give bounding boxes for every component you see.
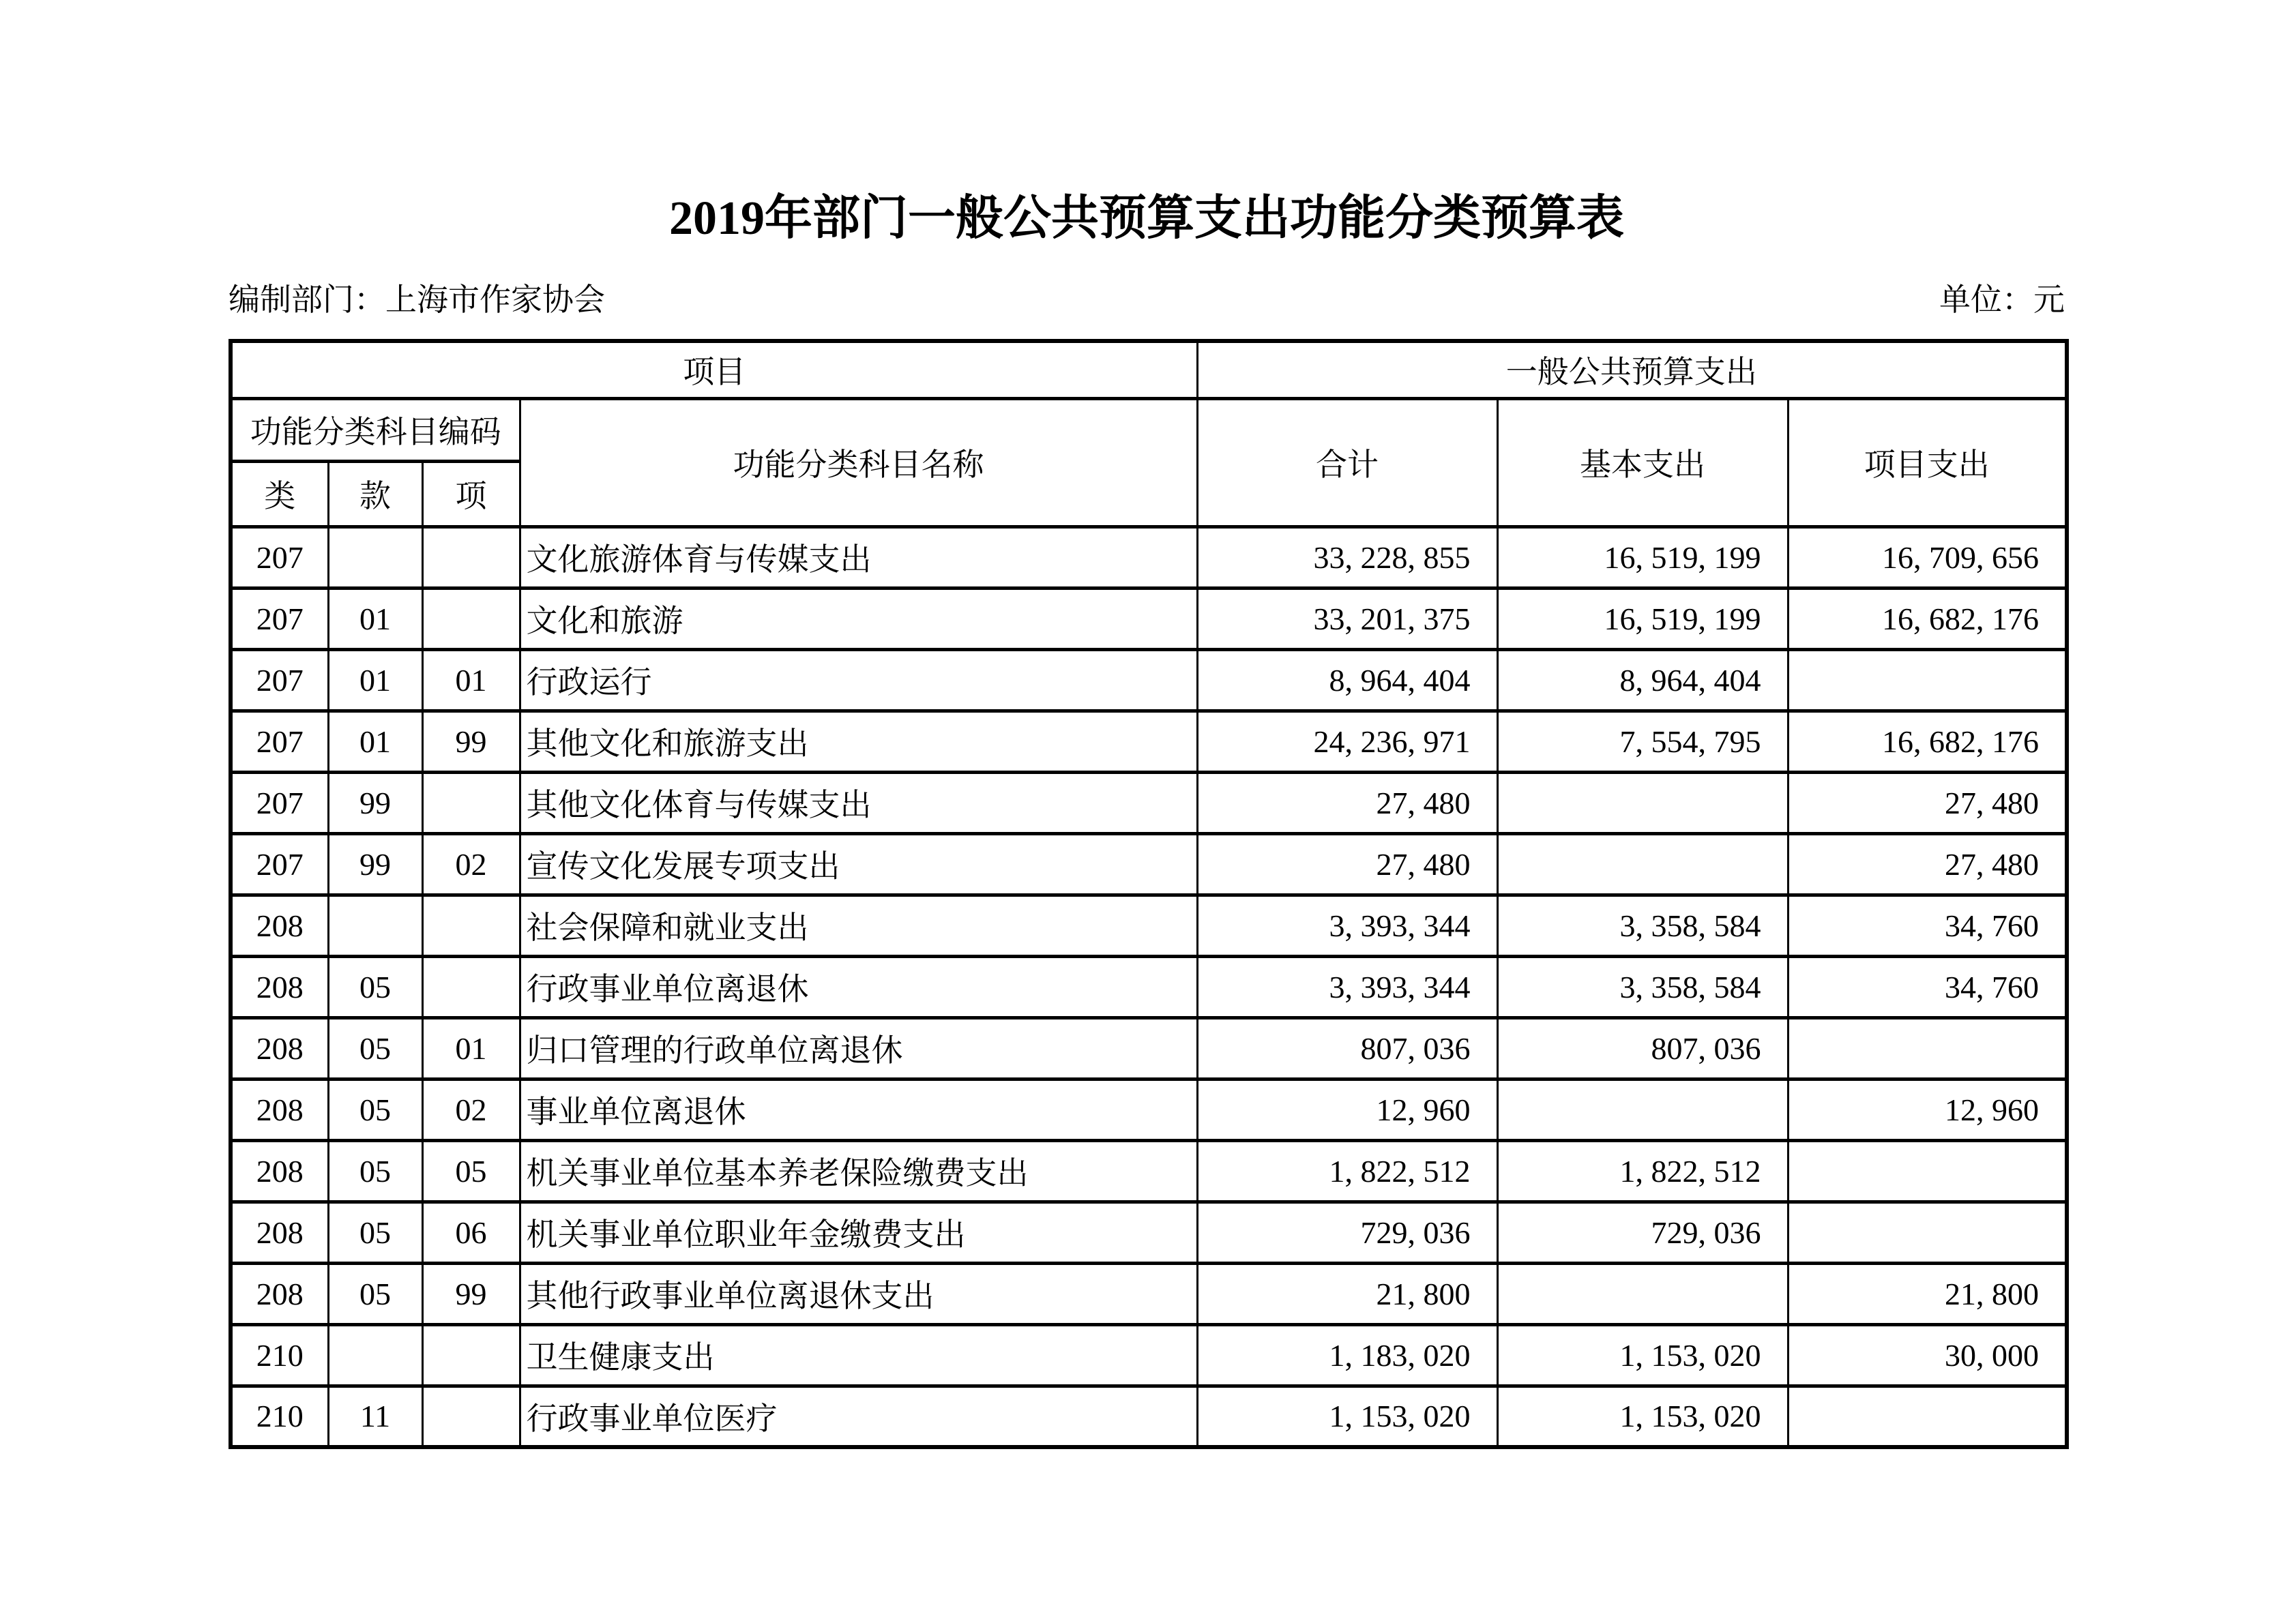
cell-basic-expense: 8, 964, 404	[1497, 649, 1788, 711]
cell-total: 807, 036	[1197, 1017, 1497, 1079]
cell-project-expense: 30, 000	[1788, 1324, 2067, 1386]
cell-project-expense: 16, 682, 176	[1788, 588, 2067, 649]
table-row	[231, 588, 2067, 649]
table-row	[231, 711, 2067, 772]
header-budget-group: 一般公共预算支出	[1197, 341, 2067, 398]
table-row	[231, 772, 2067, 833]
cell-project-expense: 16, 682, 176	[1788, 711, 2067, 772]
cell-xiang	[422, 1386, 520, 1447]
cell-project-expense: 21, 800	[1788, 1263, 2067, 1324]
cell-subject-name: 文化和旅游	[520, 588, 1197, 649]
cell-basic-expense	[1497, 772, 1788, 833]
cell-total: 33, 201, 375	[1197, 588, 1497, 649]
cell-kuan: 01	[328, 588, 422, 649]
cell-xiang: 05	[422, 1140, 520, 1202]
cell-basic-expense: 16, 519, 199	[1497, 588, 1788, 649]
cell-basic-expense	[1497, 1263, 1788, 1324]
cell-subject-name: 行政事业单位离退休	[520, 956, 1197, 1017]
cell-total: 1, 183, 020	[1197, 1324, 1497, 1386]
cell-project-expense: 27, 480	[1788, 833, 2067, 895]
cell-basic-expense: 16, 519, 199	[1497, 526, 1788, 588]
cell-xiang	[422, 895, 520, 956]
cell-basic-expense: 807, 036	[1497, 1017, 1788, 1079]
table-row	[231, 956, 2067, 1017]
cell-lei: 207	[231, 772, 328, 833]
cell-xiang: 01	[422, 649, 520, 711]
cell-subject-name: 宣传文化发展专项支出	[520, 833, 1197, 895]
budget-table	[229, 339, 2069, 1449]
cell-project-expense: 12, 960	[1788, 1079, 2067, 1140]
cell-total: 8, 964, 404	[1197, 649, 1497, 711]
cell-xiang	[422, 526, 520, 588]
cell-xiang	[422, 772, 520, 833]
header-xiang: 项	[422, 461, 520, 526]
cell-lei: 208	[231, 1079, 328, 1140]
cell-project-expense	[1788, 1386, 2067, 1447]
cell-project-expense: 27, 480	[1788, 772, 2067, 833]
cell-total: 12, 960	[1197, 1079, 1497, 1140]
table-row	[231, 1202, 2067, 1263]
cell-basic-expense: 3, 358, 584	[1497, 895, 1788, 956]
cell-total: 21, 800	[1197, 1263, 1497, 1324]
cell-xiang	[422, 588, 520, 649]
cell-subject-name: 其他文化体育与传媒支出	[520, 772, 1197, 833]
table-row	[231, 1140, 2067, 1202]
cell-subject-name: 行政运行	[520, 649, 1197, 711]
cell-xiang	[422, 956, 520, 1017]
cell-basic-expense: 729, 036	[1497, 1202, 1788, 1263]
cell-basic-expense: 1, 822, 512	[1497, 1140, 1788, 1202]
cell-lei: 207	[231, 649, 328, 711]
cell-kuan: 05	[328, 1202, 422, 1263]
header-project-column: 项目支出	[1788, 398, 2067, 526]
header-lei: 类	[231, 461, 328, 526]
cell-xiang: 02	[422, 1079, 520, 1140]
cell-lei: 210	[231, 1324, 328, 1386]
cell-subject-name: 行政事业单位医疗	[520, 1386, 1197, 1447]
cell-project-expense: 34, 760	[1788, 956, 2067, 1017]
cell-total: 24, 236, 971	[1197, 711, 1497, 772]
cell-project-expense	[1788, 1017, 2067, 1079]
cell-xiang: 99	[422, 1263, 520, 1324]
cell-kuan: 05	[328, 1017, 422, 1079]
table-row	[231, 1079, 2067, 1140]
table-row	[231, 895, 2067, 956]
cell-subject-name: 社会保障和就业支出	[520, 895, 1197, 956]
cell-lei: 208	[231, 1140, 328, 1202]
document-title: 2019年部门一般公共预算支出功能分类预算表	[669, 192, 1624, 245]
cell-subject-name: 卫生健康支出	[520, 1324, 1197, 1386]
cell-kuan: 05	[328, 1263, 422, 1324]
cell-subject-name: 文化旅游体育与传媒支出	[520, 526, 1197, 588]
cell-kuan: 05	[328, 1079, 422, 1140]
cell-total: 27, 480	[1197, 833, 1497, 895]
table-row	[231, 1386, 2067, 1447]
cell-xiang: 01	[422, 1017, 520, 1079]
cell-xiang: 99	[422, 711, 520, 772]
cell-subject-name: 机关事业单位基本养老保险缴费支出	[520, 1140, 1197, 1202]
cell-total: 729, 036	[1197, 1202, 1497, 1263]
cell-xiang: 02	[422, 833, 520, 895]
table-row	[231, 1017, 2067, 1079]
table-body	[231, 526, 2067, 1447]
cell-basic-expense: 1, 153, 020	[1497, 1386, 1788, 1447]
cell-total: 1, 153, 020	[1197, 1386, 1497, 1447]
table-header	[231, 341, 2067, 526]
table-row	[231, 649, 2067, 711]
cell-lei: 208	[231, 1202, 328, 1263]
meta-row	[229, 281, 2065, 318]
cell-subject-name: 机关事业单位职业年金缴费支出	[520, 1202, 1197, 1263]
header-kuan: 款	[328, 461, 422, 526]
header-group-row	[231, 341, 2067, 398]
cell-subject-name: 其他行政事业单位离退休支出	[520, 1263, 1197, 1324]
cell-total: 3, 393, 344	[1197, 956, 1497, 1017]
cell-subject-name: 事业单位离退休	[520, 1079, 1197, 1140]
cell-project-expense	[1788, 1202, 2067, 1263]
cell-lei: 208	[231, 1263, 328, 1324]
cell-kuan: 05	[328, 956, 422, 1017]
table-row	[231, 1263, 2067, 1324]
cell-kuan: 11	[328, 1386, 422, 1447]
table-row	[231, 833, 2067, 895]
cell-kuan: 99	[328, 833, 422, 895]
header-basic-column: 基本支出	[1497, 398, 1788, 526]
table-row	[231, 526, 2067, 588]
cell-lei: 207	[231, 711, 328, 772]
cell-basic-expense: 7, 554, 795	[1497, 711, 1788, 772]
cell-kuan: 99	[328, 772, 422, 833]
unit-label: 单位：元	[1939, 282, 2065, 317]
header-subgroup-row	[231, 398, 2067, 461]
cell-xiang: 06	[422, 1202, 520, 1263]
cell-total: 33, 228, 855	[1197, 526, 1497, 588]
cell-project-expense: 34, 760	[1788, 895, 2067, 956]
cell-total: 3, 393, 344	[1197, 895, 1497, 956]
cell-basic-expense	[1497, 833, 1788, 895]
cell-lei: 208	[231, 1017, 328, 1079]
table-row	[231, 1324, 2067, 1386]
cell-total: 27, 480	[1197, 772, 1497, 833]
cell-kuan: 01	[328, 649, 422, 711]
cell-basic-expense: 3, 358, 584	[1497, 956, 1788, 1017]
cell-basic-expense	[1497, 1079, 1788, 1140]
cell-lei: 207	[231, 588, 328, 649]
cell-project-expense	[1788, 649, 2067, 711]
cell-lei: 208	[231, 956, 328, 1017]
cell-kuan	[328, 1324, 422, 1386]
cell-lei: 208	[231, 895, 328, 956]
header-name-column: 功能分类科目名称	[520, 398, 1197, 526]
header-project-group: 项目	[231, 341, 1197, 398]
cell-lei: 210	[231, 1386, 328, 1447]
cell-project-expense	[1788, 1140, 2067, 1202]
cell-kuan: 01	[328, 711, 422, 772]
cell-kuan: 05	[328, 1140, 422, 1202]
cell-basic-expense: 1, 153, 020	[1497, 1324, 1788, 1386]
cell-subject-name: 其他文化和旅游支出	[520, 711, 1197, 772]
cell-kuan	[328, 526, 422, 588]
cell-subject-name: 归口管理的行政单位离退休	[520, 1017, 1197, 1079]
cell-lei: 207	[231, 833, 328, 895]
cell-total: 1, 822, 512	[1197, 1140, 1497, 1202]
cell-lei: 207	[231, 526, 328, 588]
cell-kuan	[328, 895, 422, 956]
header-code-group: 功能分类科目编码	[231, 398, 520, 461]
prepared-by-label: 编制部门：上海市作家协会	[229, 282, 605, 317]
cell-xiang	[422, 1324, 520, 1386]
cell-project-expense: 16, 709, 656	[1788, 526, 2067, 588]
header-total-column: 合计	[1197, 398, 1497, 526]
